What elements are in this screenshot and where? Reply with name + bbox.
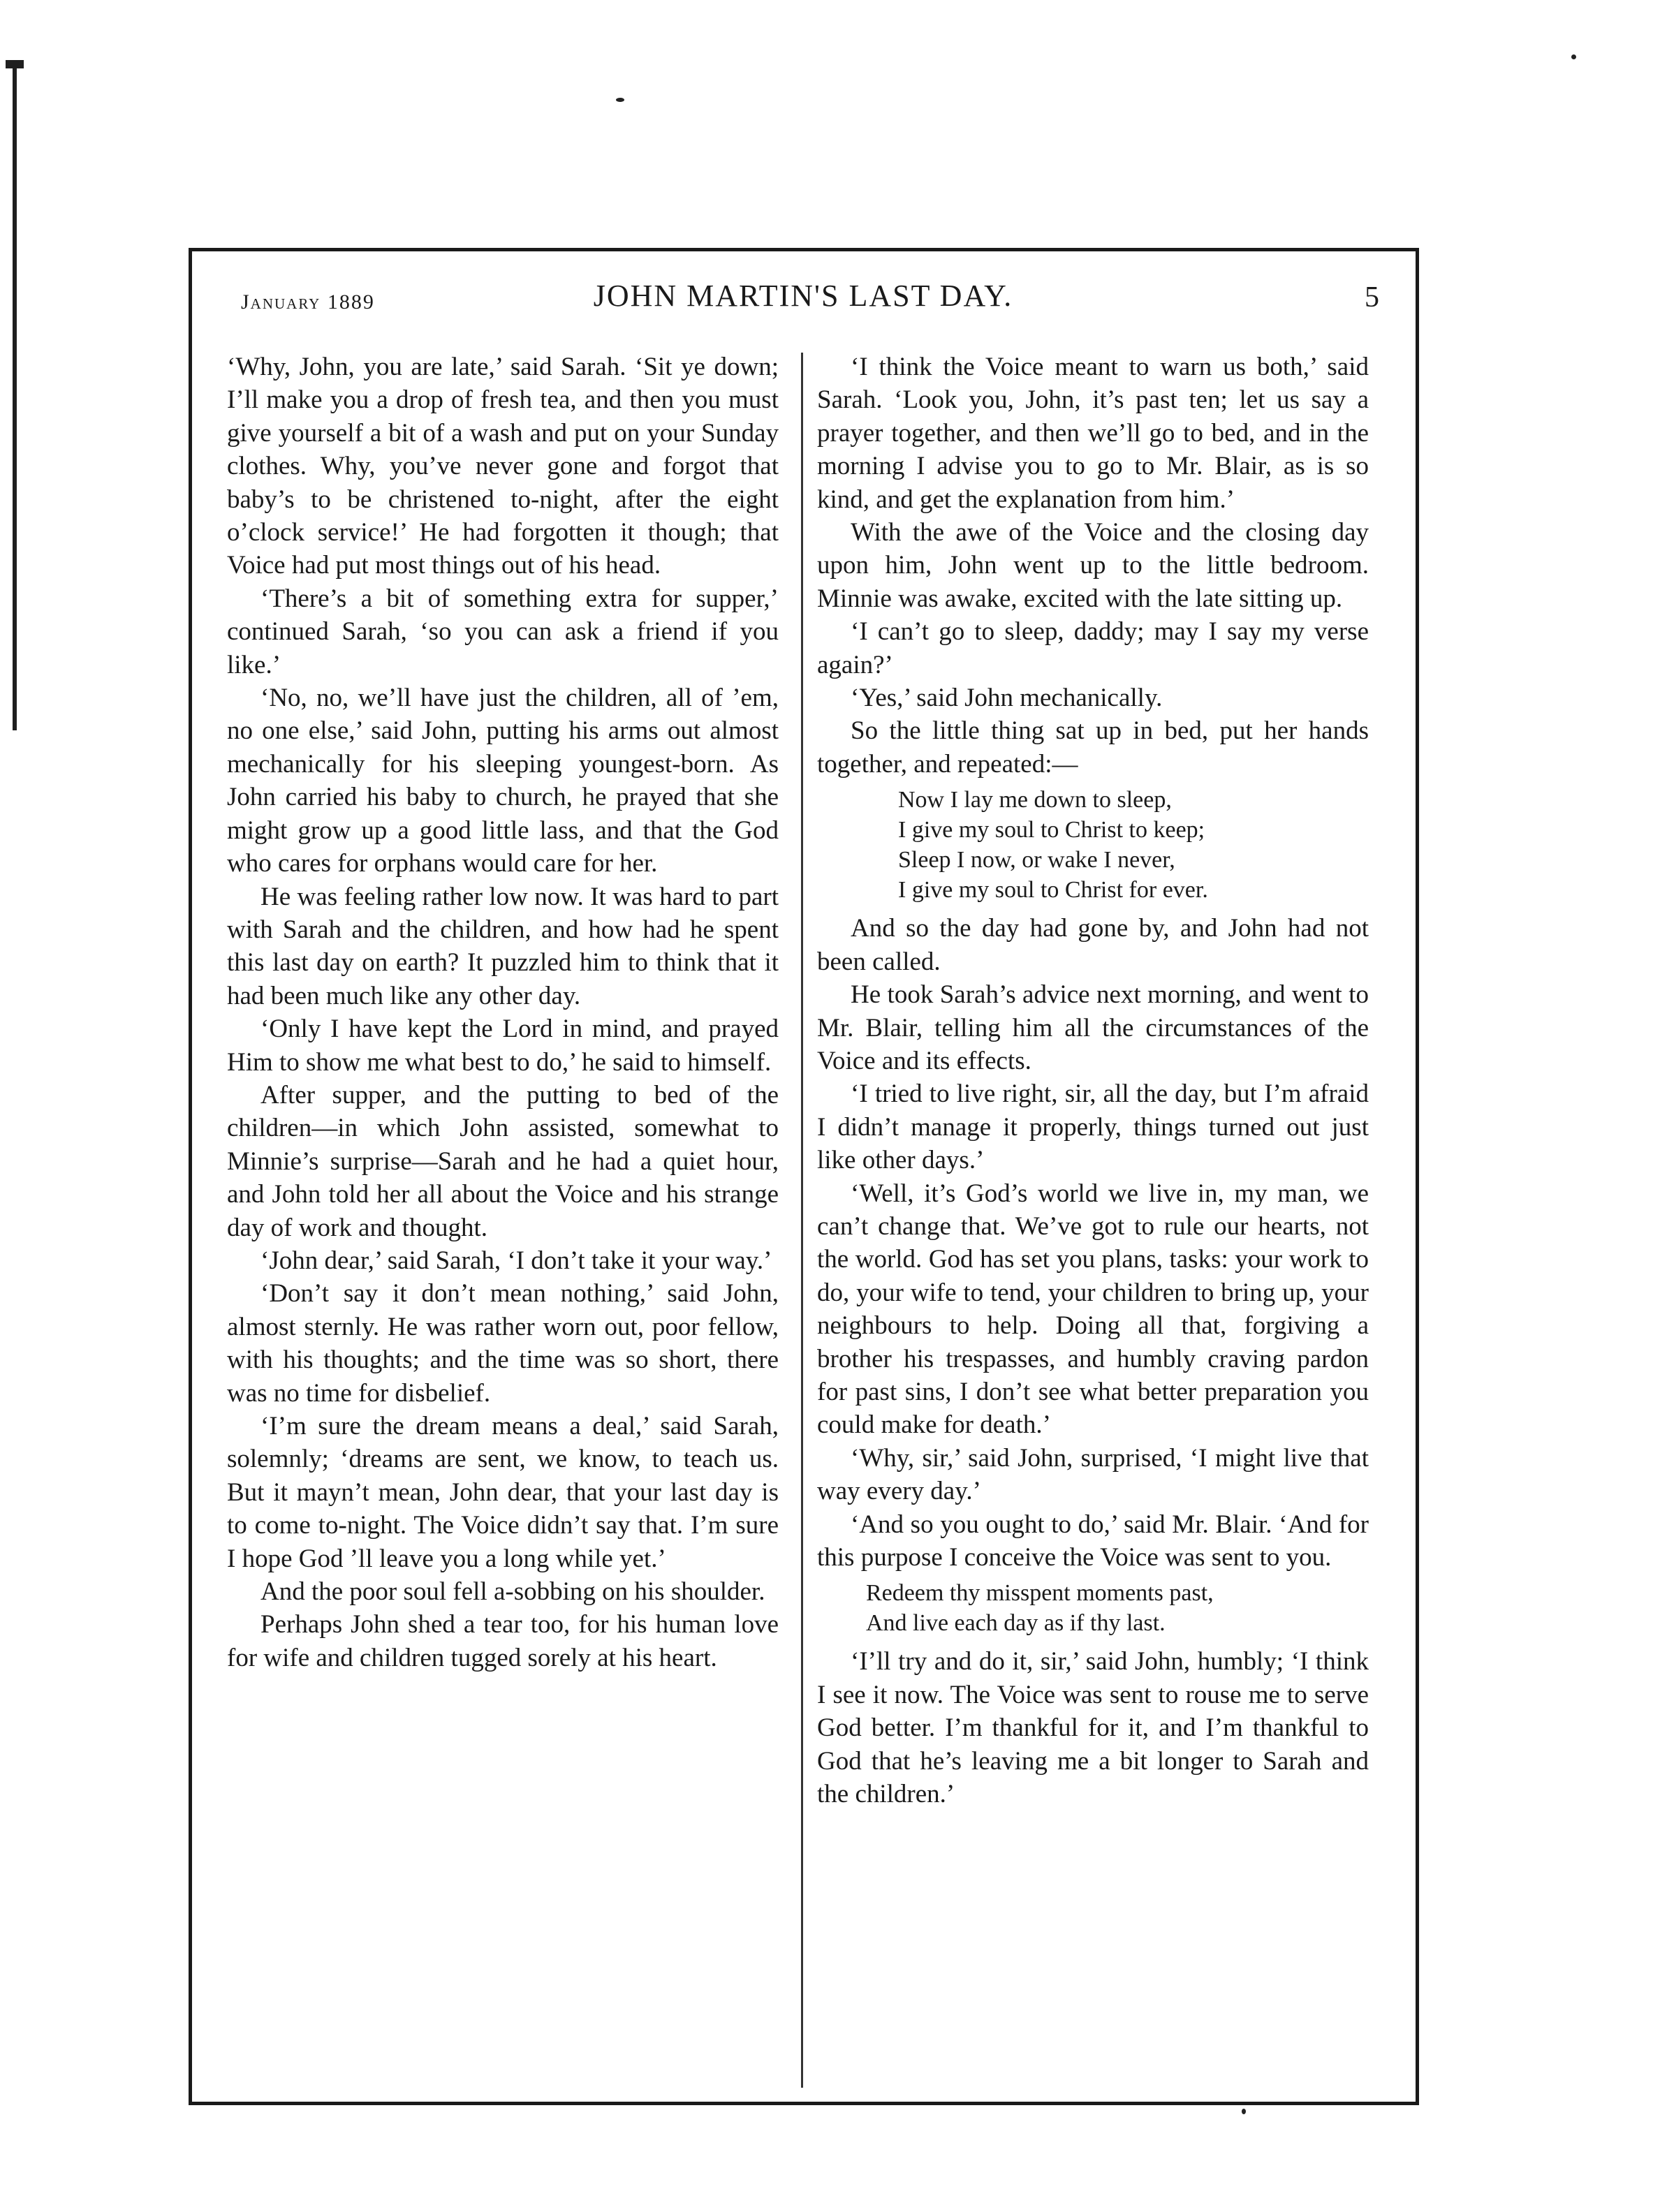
paragraph: After supper, and the putting to bed of the children—in which John assisted, somewhat to Minnie’s surprise—Sarah and he had a quiet hour, and John told her all about the Voice and his strange day of work and thought. (227, 1080, 779, 1242)
paragraph: And the poor soul fell a-sobbing on his shoulder. (260, 1577, 765, 1607)
paragraph: ‘There’s a bit of something extra for supper,’ continued Sarah, ‘so you can ask a friend if you like.’ (227, 584, 779, 679)
paragraph: ‘John dear,’ said Sarah, ‘I don’t take it your way.’ (260, 1246, 772, 1275)
paragraph: He took Sarah’s advice next morning, and went to Mr. Blair, telling him all the circumstances of the Voice and its effects. (817, 980, 1369, 1075)
right-column-part-b (817, 912, 1369, 1574)
column-divider (801, 353, 803, 2088)
paragraph: ‘I tried to live right, sir, all the day, but I’m afraid I didn’t manage it properly, things turned out just like other days.’ (817, 1079, 1369, 1175)
paragraph: ‘No, no, we’ll have just the children, all of ’em, no one else,’ said John, putting his arms out almost mechanically for his sleeping youngest-born. As John carried his baby to church, he prayed that she might grow up a good little lass, and that the God who cares for orphans would care for her. (227, 684, 779, 878)
page-title: JOHN MARTIN'S LAST DAY. (593, 279, 1013, 313)
verse-line: And live each day as if thy last. (866, 1610, 1166, 1637)
right-column-part-c (817, 1645, 1369, 1811)
scan-speck (1242, 2109, 1246, 2114)
paragraph: ‘Why, sir,’ said John, surprised, ‘I might live that way every day.’ (817, 1443, 1369, 1506)
verse-line: Now I lay me down to sleep, (898, 787, 1172, 813)
paragraph: ‘And so you ought to do,’ said Mr. Blair. ‘And for this purpose I conceive the Voice was sent to you. (817, 1510, 1369, 1572)
prayer-verse (817, 785, 1369, 905)
verse-line: Sleep I now, or wake I never, (898, 847, 1175, 873)
margin-scan-line (13, 67, 17, 730)
paragraph: With the awe of the Voice and the closing day upon him, John went up to the little bedroom. Minnie was awake, excited with the late sitting up. (817, 518, 1369, 613)
left-column (227, 351, 779, 1674)
paragraph: ‘I can’t go to sleep, daddy; may I say my verse again?’ (817, 617, 1369, 679)
paragraph: He was feeling rather low now. It was hard to part with Sarah and the children, and how had he spent this last day on earth? It puzzled him to think that it had been much like any other day. (227, 882, 779, 1010)
page-number: 5 (1365, 281, 1379, 314)
paragraph: ‘I’m sure the dream means a deal,’ said Sarah, solemnly; ‘dreams are sent, we know, to teach us. But it mayn’t mean, John dear, that your last day is to come to-night. The Voice didn’t say that. I’m sure I hope God ’ll leave you a long while yet.’ (227, 1412, 779, 1573)
verse-line: I give my soul to Christ to keep; (898, 817, 1205, 843)
header-date: January 1889 (241, 290, 375, 314)
paragraph: Perhaps John shed a tear too, for his human love for wife and children tugged sorely at his heart. (227, 1610, 779, 1672)
page-header (213, 278, 1393, 327)
paragraph: ‘Well, it’s God’s world we live in, my man, we can’t change that. We’ve got to rule our hearts, not the world. God has set you plans, tasks: your work to do, your wife to tend, your children to bring up, your neighbours to help. Doing all that, forgiving a brother his trespasses, and humbly craving pardon for past sins, I don’t see what better preparation you could make for death.’ (817, 1179, 1369, 1440)
couplet-verse (817, 1578, 1369, 1638)
paragraph: ‘I’ll try and do it, sir,’ said John, humbly; ‘I think I see it now. The Voice was sent to rouse me to serve God better. I’m thankful for it, and I’m thankful to God that he’s leaving me a bit longer to Sarah and the children.’ (817, 1647, 1369, 1809)
scan-speck (1571, 54, 1576, 59)
paragraph: ‘I think the Voice meant to warn us both,’ said Sarah. ‘Look you, John, it’s past ten; let us say a prayer together, and then we’ll go to bed, and in the morning I advise you to go to Mr. Blair, as is so kind, and get the explanation from him.’ (817, 353, 1369, 514)
right-column-part-a (817, 351, 1369, 781)
paragraph: ‘Yes,’ said John mechanically. (851, 684, 1163, 713)
verse-line: Redeem thy misspent moments past, (866, 1580, 1214, 1607)
paragraph: And so the day had gone by, and John had not been called. (817, 914, 1369, 976)
right-column (817, 351, 1369, 1811)
paragraph: ‘Don’t say it don’t mean nothing,’ said John, almost sternly. He was rather worn out, poor fellow, with his thoughts; and the time was so short, there was no time for disbelief. (227, 1279, 779, 1408)
verse-line: I give my soul to Christ for ever. (898, 877, 1208, 904)
paragraph: So the little thing sat up in bed, put her hands together, and repeated:— (817, 716, 1369, 779)
scan-speck (616, 98, 624, 102)
paragraph: ‘Only I have kept the Lord in mind, and prayed Him to show me what best to do,’ he said to himself. (227, 1015, 779, 1077)
paragraph: ‘Why, John, you are late,’ said Sarah. ‘Sit ye down; I’ll make you a drop of fresh tea, and then you must give yourself a bit of a wash and put on your Sunday clothes. Why, you’ve never gone and forgot that baby’s to be christened to-night, after the eight o’clock service!’ He had forgotten it though; that Voice had put most things out of his head. (227, 353, 779, 580)
